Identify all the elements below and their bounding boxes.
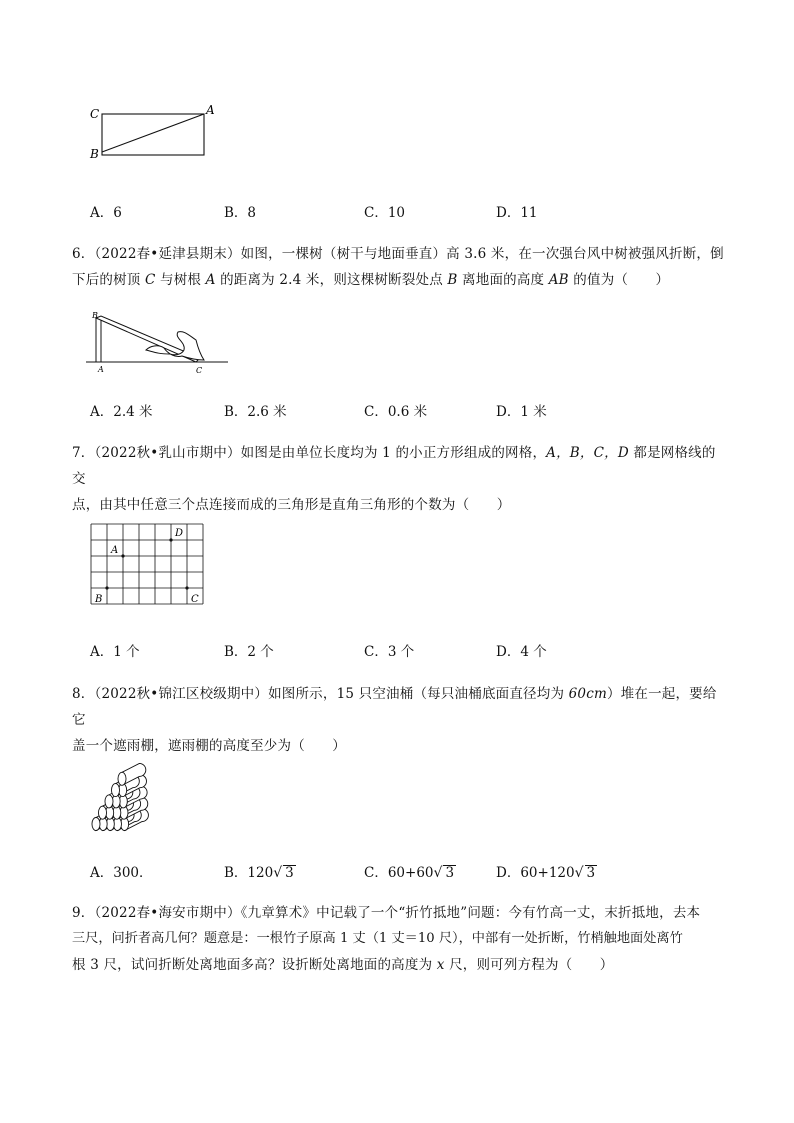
option-letter: D． <box>496 404 521 420</box>
question-text: 如图所示，15 只空油桶（每只油桶底面直径均为 <box>268 686 569 702</box>
q5-option-b <box>224 201 256 221</box>
sqrt-sign: √ <box>273 865 283 881</box>
q6-option-d <box>496 400 547 420</box>
sqrt-sign: √ <box>574 865 584 881</box>
option-letter: B． <box>224 205 248 221</box>
q6-stem <box>72 241 724 293</box>
tree-crown <box>146 332 204 360</box>
q7-option-a <box>90 640 140 660</box>
option-text: 120 <box>247 865 274 881</box>
q9-stem <box>72 900 724 978</box>
question-number: 9． <box>72 905 95 921</box>
q6-option-c <box>364 400 427 420</box>
option-text: 2 个 <box>247 644 274 660</box>
q8-line-2 <box>72 733 724 759</box>
q9-line-1 <box>72 900 724 926</box>
text: 与树根 <box>155 272 206 288</box>
q6-option-b <box>224 400 287 420</box>
label-c: C <box>191 594 199 605</box>
option-text: 11 <box>520 205 538 221</box>
var-ab: AB <box>548 272 569 288</box>
radicand: 3 <box>445 865 455 881</box>
point-b <box>105 586 108 589</box>
text: 的距离为 2.4 米，则这棵树断裂处点 <box>215 272 448 288</box>
option-letter: C． <box>364 205 388 221</box>
barrel-end <box>118 772 126 785</box>
option-letter: A． <box>90 404 114 420</box>
barrel-end <box>92 818 100 831</box>
label-c: C <box>196 366 203 375</box>
q7-grid-figure <box>88 522 212 608</box>
question-number: 6． <box>72 246 95 262</box>
q8-option-b <box>224 861 296 881</box>
label-b: B <box>90 147 99 161</box>
text: 离地面的高度 <box>457 272 549 288</box>
barrel-stack <box>92 763 148 830</box>
q5-rectangle-figure <box>84 96 224 172</box>
option-text: 8 <box>247 205 257 221</box>
radicand: 3 <box>285 865 294 881</box>
q6-line-1 <box>72 241 724 267</box>
question-number: 7． <box>72 445 95 461</box>
q5-option-d <box>496 201 538 221</box>
label-a: A <box>111 545 119 556</box>
barrel-end <box>111 784 119 797</box>
text: 下后的树顶 <box>72 272 145 288</box>
q7-stem <box>72 440 724 518</box>
text: 的值为（ ） <box>568 272 670 288</box>
option-text: 10 <box>387 205 406 221</box>
var-b: B <box>447 272 458 288</box>
tree-trunk <box>96 318 101 362</box>
label-b: B <box>95 594 103 605</box>
q6-broken-tree-figure <box>86 310 232 376</box>
q8-oil-barrels-figure <box>88 758 200 834</box>
question-source: （2022秋•锦江区校级期中） <box>94 686 269 702</box>
q7-line-1 <box>72 440 724 492</box>
q6-option-a <box>90 400 153 420</box>
label-c: C <box>90 107 100 121</box>
label-a: A <box>206 103 215 117</box>
label-d: D <box>175 528 184 539</box>
question-text: 如图是由单位长度均为 1 的小正方形组成的网格， <box>240 445 547 461</box>
question-text: 都是网格线的交 <box>72 445 716 487</box>
question-text: 尺，则可列方程为（ ） <box>444 957 614 973</box>
q6-line-2 <box>72 267 724 293</box>
question-text: 根 3 尺，试问折断处离地面多高？设折断处离地面的高度为 <box>72 957 437 973</box>
option-letter: B． <box>224 644 248 660</box>
q7-line-2 <box>72 492 724 518</box>
label-a: A <box>98 365 104 374</box>
var-x: x <box>436 957 445 973</box>
q9-line-3 <box>72 952 724 978</box>
q5-option-c <box>364 201 405 221</box>
question-text: 盖一个遮雨棚，遮雨棚的高度至少为（ ） <box>72 738 346 754</box>
question-text: 如图，一棵树（树干与地面垂直）高 3.6 米，在一次强台风中树被强风折断，倒 <box>240 246 724 262</box>
q7-option-b <box>224 640 274 660</box>
option-text: 60+60 <box>387 865 434 881</box>
point-a <box>121 554 124 557</box>
q8-option-d <box>496 861 597 881</box>
option-text: 3 个 <box>387 644 415 660</box>
q9-line-2 <box>72 926 724 952</box>
option-text: 0.6 米 <box>387 404 428 420</box>
unit-text: 60cm <box>568 686 607 702</box>
option-text: 1 米 <box>520 404 547 420</box>
point-c <box>185 586 188 589</box>
q7-option-c <box>364 640 414 660</box>
diagonal-line <box>102 114 204 152</box>
option-letter: C． <box>364 404 388 420</box>
grid-lines <box>91 524 203 604</box>
q7-option-d <box>496 640 547 660</box>
option-text: 60+120 <box>520 865 575 881</box>
option-letter: B． <box>224 865 248 881</box>
option-letter: D． <box>496 205 521 221</box>
radicand: 3 <box>586 865 596 881</box>
option-letter: D． <box>496 865 521 881</box>
option-letter: C． <box>364 644 388 660</box>
barrel-end <box>105 795 113 808</box>
q5-option-a <box>90 201 122 221</box>
question-source: （2022秋•乳山市期中） <box>94 445 241 461</box>
option-text: 2.4 米 <box>113 404 153 420</box>
option-letter: C． <box>364 865 388 881</box>
option-text: 2.6 米 <box>247 404 287 420</box>
option-letter: D． <box>496 644 521 660</box>
option-letter: A． <box>90 865 114 881</box>
q8-option-a <box>90 861 153 881</box>
option-letter: A． <box>90 644 114 660</box>
var-a: A <box>205 272 216 288</box>
question-source: （2022春•海安市期中） <box>94 905 241 921</box>
point-d <box>169 538 172 541</box>
question-text: 《九章算术》中记载了一个“折竹抵地”问题：今有竹高一丈，末折抵地，去本 <box>240 905 701 921</box>
option-text: 4 个 <box>520 644 547 660</box>
question-text: 三尺，问折者高几何？题意是：一根竹子原高 1 丈（1 丈＝10 尺），中部有一处折断，竹梢触地面处离竹 <box>72 931 683 946</box>
question-number: 8． <box>72 686 95 702</box>
option-text: 1 个 <box>113 644 140 660</box>
sqrt-sign: √ <box>433 865 443 881</box>
question-source: （2022春•延津县期末） <box>94 246 241 262</box>
option-text: 300． <box>113 865 153 881</box>
option-letter: A． <box>90 205 114 221</box>
var-c: C <box>145 272 156 288</box>
label-b: B <box>92 311 98 320</box>
point-vars: A，B，C，D <box>546 445 629 461</box>
option-text: 6 <box>113 205 122 221</box>
question-text: ）堆在一起，要给它 <box>72 686 717 728</box>
barrel-end <box>98 806 106 819</box>
question-text: 点，由其中任意三个点连接而成的三角形是直角三角形的个数为（ ） <box>72 497 511 513</box>
q8-stem <box>72 681 724 759</box>
q8-line-1 <box>72 681 724 733</box>
option-letter: B． <box>224 404 248 420</box>
q8-option-c <box>364 861 456 881</box>
